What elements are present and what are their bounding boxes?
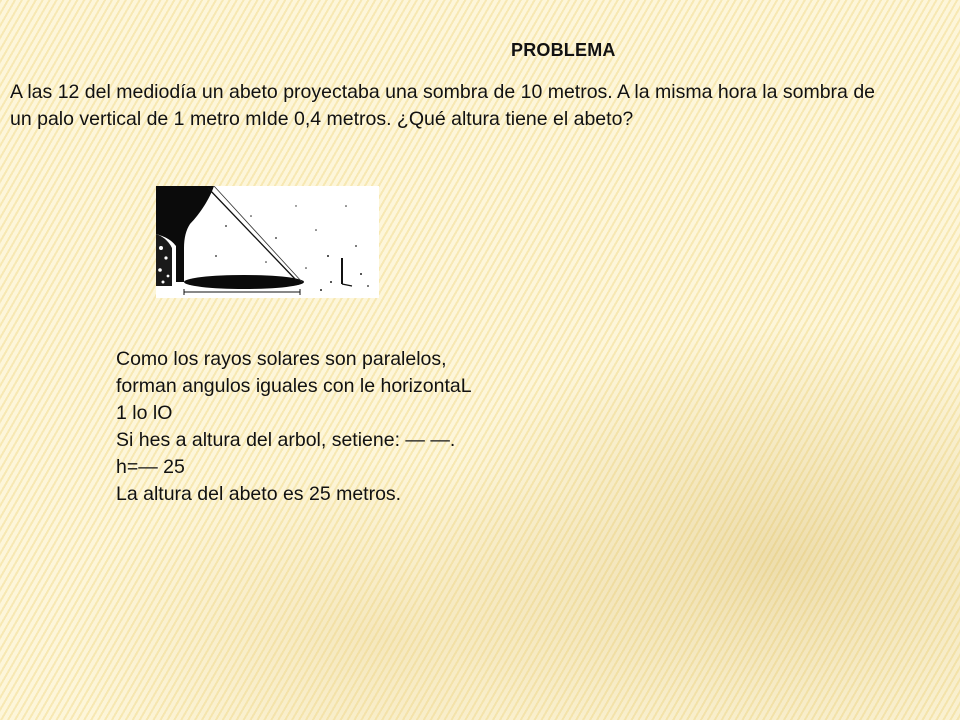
solution-line-3: 1 lo lO [116, 402, 173, 424]
slide-title: PROBLEMA [511, 40, 616, 60]
solution-line-2: forman angulos iguales con le horizontaL [116, 375, 472, 397]
tree-shadow-figure [156, 186, 379, 298]
solution-line-4: Si hes a altura del arbol, setiene: — —. [116, 429, 456, 451]
solution-block [116, 346, 636, 508]
solution-line-5: h=— 25 [116, 456, 185, 478]
problem-statement: A las 12 del mediodía un abeto proyectaba una sombra de 10 metros. A la misma hora la sombra de un palo vertical de 1 metro mIde 0,4 metros. ¿Qué altura tiene el abeto? [10, 81, 876, 130]
tree-shadow-diagram-icon [156, 186, 379, 298]
solution-line-6: La altura del abeto es 25 metros. [116, 483, 402, 505]
solution-line-1: Como los rayos solares son paralelos, [116, 348, 447, 370]
